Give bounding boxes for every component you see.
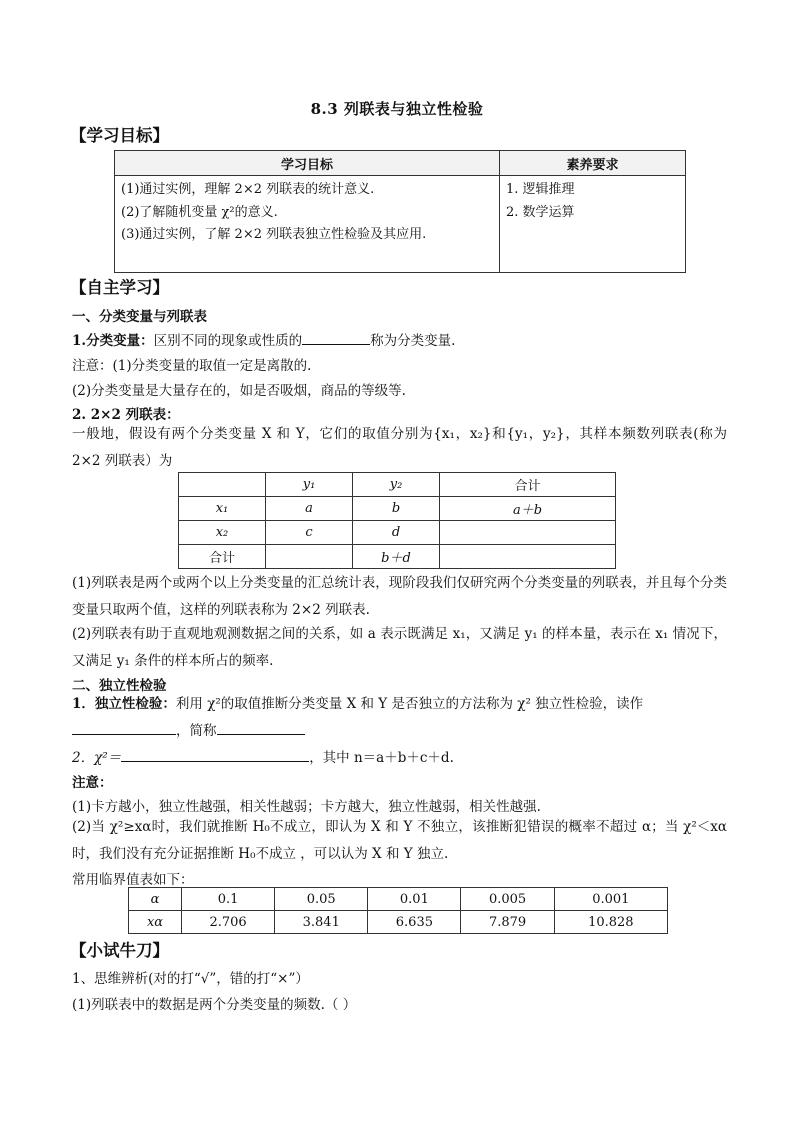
definition-line	[72, 329, 455, 349]
goal-table	[114, 150, 686, 273]
contingency-subheading: 2. 2×2 列联表：	[72, 407, 180, 423]
cv-cell: 0.005	[461, 888, 554, 911]
remark-paragraph: (2)列联表有助于直观地观测数据之间的关系，如 a 表示既满足 x₁，又满足 y₁ 的样本量，表示在 x₁ 情况下，又满足 y₁ 条件的样本所占的频率.	[72, 626, 727, 669]
ct-cell: y₁	[266, 473, 353, 497]
ct-cell: y₂	[353, 473, 440, 497]
goal-cell	[115, 176, 500, 273]
remark-paragraph: (1)列联表是两个或两个以上分类变量的汇总统计表，现阶段我们仅研究两个分类变量的列联表，并且每个分类变量只取两个值，这样的列联表称为 2×2 列联表.	[72, 575, 727, 618]
ct-cell	[440, 545, 616, 569]
section-self-heading: 【自主学习】	[70, 278, 169, 297]
ct-cell: b	[353, 497, 440, 521]
cv-cell: xα	[129, 911, 182, 934]
definition-label: 1.分类变量：	[72, 333, 154, 349]
ct-cell: 合计	[440, 473, 616, 497]
cv-cell: 2.706	[182, 911, 275, 934]
ct-cell: x₂	[179, 521, 266, 545]
independence-test-item	[72, 691, 727, 745]
note-line: (1)卡方越小，独立性越强，相关性越弱；卡方越大，独立性越弱，相关性越强.	[72, 799, 541, 815]
goal-item: (1)通过实例，理解 2×2 列联表的统计意义.	[121, 182, 375, 197]
cv-cell: 3.841	[275, 911, 368, 934]
note-label: 注意：	[72, 775, 113, 791]
contingency-table	[178, 472, 616, 569]
practice-statement: (1)列联表中的数据是两个分类变量的频数.（ ）	[72, 997, 357, 1013]
independence-text: 利用 χ²的取值推断分类变量 X 和 Y 是否独立的方法称为 χ² 独立性检验，读作	[175, 696, 644, 712]
ct-cell: 合计	[179, 545, 266, 569]
cv-cell: 0.01	[368, 888, 461, 911]
answer-blank[interactable]	[121, 747, 309, 762]
part1-heading: 一、分类变量与列联表	[72, 309, 207, 325]
ct-cell: a	[266, 497, 353, 521]
ct-cell: b＋d	[353, 545, 440, 569]
practice-question: 1、思维辨析(对的打“√”，错的打“×”）	[72, 971, 309, 987]
formula-suffix: ，其中 n＝a＋b＋c＋d.	[309, 750, 454, 766]
cv-cell: 10.828	[554, 911, 667, 934]
literacy-cell	[500, 176, 686, 273]
answer-blank[interactable]	[217, 720, 305, 735]
chi-square-formula-line	[72, 746, 454, 766]
literacy-header: 素养要求	[500, 151, 686, 176]
note-line: 注意：(1)分类变量的取值一定是离散的.	[72, 358, 312, 374]
goal-item: (2)了解随机变量 χ²的意义.	[121, 205, 278, 220]
ct-cell	[440, 521, 616, 545]
cv-cell: 6.635	[368, 911, 461, 934]
goal-item: (3)通过实例，了解 2×2 列联表独立性检验及其应用.	[121, 227, 427, 242]
part2-heading: 二、独立性检验	[72, 678, 167, 694]
ct-cell: a＋b	[440, 497, 616, 521]
independence-label: 1．独立性检验：	[72, 696, 176, 712]
literacy-item: 1. 逻辑推理	[506, 182, 575, 197]
section-try-heading: 【小试牛刀】	[70, 941, 169, 960]
definition-text-b: 称为分类变量.	[370, 333, 456, 349]
contingency-intro: 一般地，假设有两个分类变量 X 和 Y，它们的取值分别为{x₁，x₂}和{y₁，y₂}，其样本频数列联表(称为 2×2 列联表）为	[72, 426, 727, 469]
ct-cell: d	[353, 521, 440, 545]
independence-tail: ，简称	[176, 723, 217, 739]
ct-cell	[179, 473, 266, 497]
ct-cell: x₁	[179, 497, 266, 521]
cv-cell: 0.05	[275, 888, 368, 911]
cv-cell: α	[129, 888, 182, 911]
ct-cell: c	[266, 521, 353, 545]
cv-cell: 0.001	[554, 888, 667, 911]
critical-value-table	[128, 887, 668, 934]
note-paragraph: (2)当 χ²≥xα时，我们就推断 H₀不成立，即认为 X 和 Y 不独立，该推断犯错误的概率不超过 α；当 χ²＜xα时，我们没有充分证据推断 H₀不成立 ，可以认为 X 和 Y 独立.	[72, 819, 727, 862]
cv-cell: 0.1	[182, 888, 275, 911]
formula-prefix: 2．χ²＝	[72, 750, 122, 766]
critical-intro: 常用临界值表如下：	[72, 872, 194, 888]
goal-header: 学习目标	[115, 151, 500, 176]
ct-cell	[266, 545, 353, 569]
literacy-item: 2. 数学运算	[506, 205, 575, 220]
definition-text-a: 区别不同的现象或性质的	[153, 333, 303, 349]
section-goals-heading: 【学习目标】	[70, 126, 169, 145]
note-line: (2)分类变量是大量存在的，如是否吸烟，商品的等级等.	[72, 383, 406, 399]
answer-blank[interactable]	[72, 720, 176, 735]
answer-blank[interactable]	[302, 330, 370, 345]
cv-cell: 7.879	[461, 911, 554, 934]
page-title: 8.3 列联表与独立性检验	[310, 100, 484, 118]
